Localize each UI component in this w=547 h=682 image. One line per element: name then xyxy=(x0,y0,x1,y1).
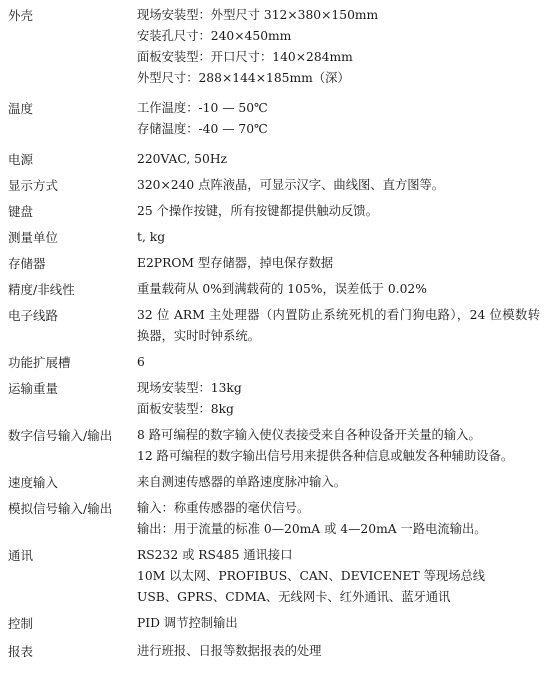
spec-values xyxy=(137,540,540,608)
spec-table xyxy=(8,0,540,662)
spec-value: 输出：用于流量的标准 0—20mA 或 4—20mA 一路电流输出。 xyxy=(137,522,487,536)
spec-value: RS232 或 RS485 通讯接口 xyxy=(137,548,293,562)
spec-row xyxy=(8,93,540,140)
spec-label: 测量单位 xyxy=(8,230,59,245)
spec-row xyxy=(8,493,540,540)
spec-value: 25 个操作按键，所有按键都提供触动反馈。 xyxy=(137,204,378,218)
spec-label: 速度输入 xyxy=(8,475,59,490)
spec-value: 8 路可编程的数字输入使仪表接受来自各种设备开关量的输入。 xyxy=(137,428,481,442)
spec-value: 进行班报、日报等数据报表的处理 xyxy=(137,644,322,658)
spec-label: 功能扩展槽 xyxy=(8,355,71,370)
spec-values xyxy=(137,0,540,89)
spec-label: 温度 xyxy=(8,101,34,116)
spec-row xyxy=(8,144,540,170)
spec-value: t, kg xyxy=(137,230,166,244)
spec-value: E2PROM 型存储器，掉电保存数据 xyxy=(137,256,334,270)
spec-value: 来自测速传感器的单路速度脉冲输入。 xyxy=(137,475,347,489)
spec-row xyxy=(8,636,540,662)
spec-label: 报表 xyxy=(8,644,34,659)
spec-values xyxy=(137,170,540,196)
spec-label: 通讯 xyxy=(8,548,34,563)
spec-value: 外型尺寸：288×144×185mm（深） xyxy=(137,71,350,85)
spec-label: 键盘 xyxy=(8,204,34,219)
spec-value: 面板安装型：8kg xyxy=(137,402,234,416)
spec-label: 外壳 xyxy=(8,8,34,23)
spec-value: 现场安装型：外型尺寸 312×380×150mm xyxy=(137,8,379,22)
spec-value: 现场安装型：13kg xyxy=(137,381,242,395)
spec-value: USB、GPRS、CDMA、无线网卡、红外通讯、蓝牙通讯 xyxy=(137,590,451,604)
spec-row xyxy=(8,248,540,274)
spec-row xyxy=(8,274,540,300)
spec-row xyxy=(8,540,540,608)
spec-values xyxy=(137,222,540,248)
spec-value: 面板安装型：开口尺寸：140×284mm xyxy=(137,50,353,64)
spec-label: 数字信号输入/输出 xyxy=(8,428,113,443)
spec-row xyxy=(8,467,540,493)
spec-values xyxy=(137,248,540,274)
spec-row xyxy=(8,373,540,420)
spec-values xyxy=(137,274,540,300)
spec-value: 6 xyxy=(137,355,145,369)
spec-value: 320×240 点阵液晶，可显示汉字、曲线图、直方图等。 xyxy=(137,178,445,192)
spec-values xyxy=(137,144,540,170)
spec-row xyxy=(8,0,540,89)
spec-value: 安装孔尺寸：240×450mm xyxy=(137,29,292,43)
spec-values xyxy=(137,636,540,662)
spec-row xyxy=(8,347,540,373)
spec-label: 模拟信号输入/输出 xyxy=(8,501,113,516)
spec-label: 运输重量 xyxy=(8,381,59,396)
spec-values xyxy=(137,493,540,540)
spec-values xyxy=(137,347,540,373)
spec-row xyxy=(8,170,540,196)
spec-row xyxy=(8,300,540,347)
spec-value: PID 调节控制输出 xyxy=(137,616,238,630)
spec-value: 工作温度：-10 — 50℃ xyxy=(137,101,268,115)
spec-row xyxy=(8,196,540,222)
spec-label: 控制 xyxy=(8,616,34,631)
spec-label: 存储器 xyxy=(8,256,46,271)
spec-row xyxy=(8,420,540,467)
spec-values xyxy=(137,373,540,420)
spec-value: 输入：称重传感器的毫伏信号。 xyxy=(137,501,310,515)
spec-values xyxy=(137,420,540,467)
spec-values xyxy=(137,300,540,347)
spec-value: 存储温度：-40 — 70℃ xyxy=(137,122,268,136)
spec-values xyxy=(137,196,540,222)
spec-value: 220VAC, 50Hz xyxy=(137,152,228,166)
spec-values xyxy=(137,467,540,493)
spec-label: 精度/非线性 xyxy=(8,282,75,297)
spec-values xyxy=(137,93,540,140)
spec-row xyxy=(8,608,540,634)
spec-value: 32 位 ARM 主处理器（内置防止系统死机的看门狗电路），24 位模数转换器，实时时钟系统。 xyxy=(137,308,540,343)
spec-label: 显示方式 xyxy=(8,178,59,193)
spec-values xyxy=(137,608,540,634)
spec-label: 电源 xyxy=(8,152,34,167)
spec-value: 12 路可编程的数字输出信号用来提供各种信息或触发各种辅助设备。 xyxy=(137,449,514,463)
spec-row xyxy=(8,222,540,248)
spec-value: 重量载荷从 0%到满载荷的 105%，误差低于 0.02% xyxy=(137,282,427,296)
spec-value: 10M 以太网、PROFIBUS、CAN、DEVICENET 等现场总线 xyxy=(137,569,486,583)
spec-label: 电子线路 xyxy=(8,308,59,323)
